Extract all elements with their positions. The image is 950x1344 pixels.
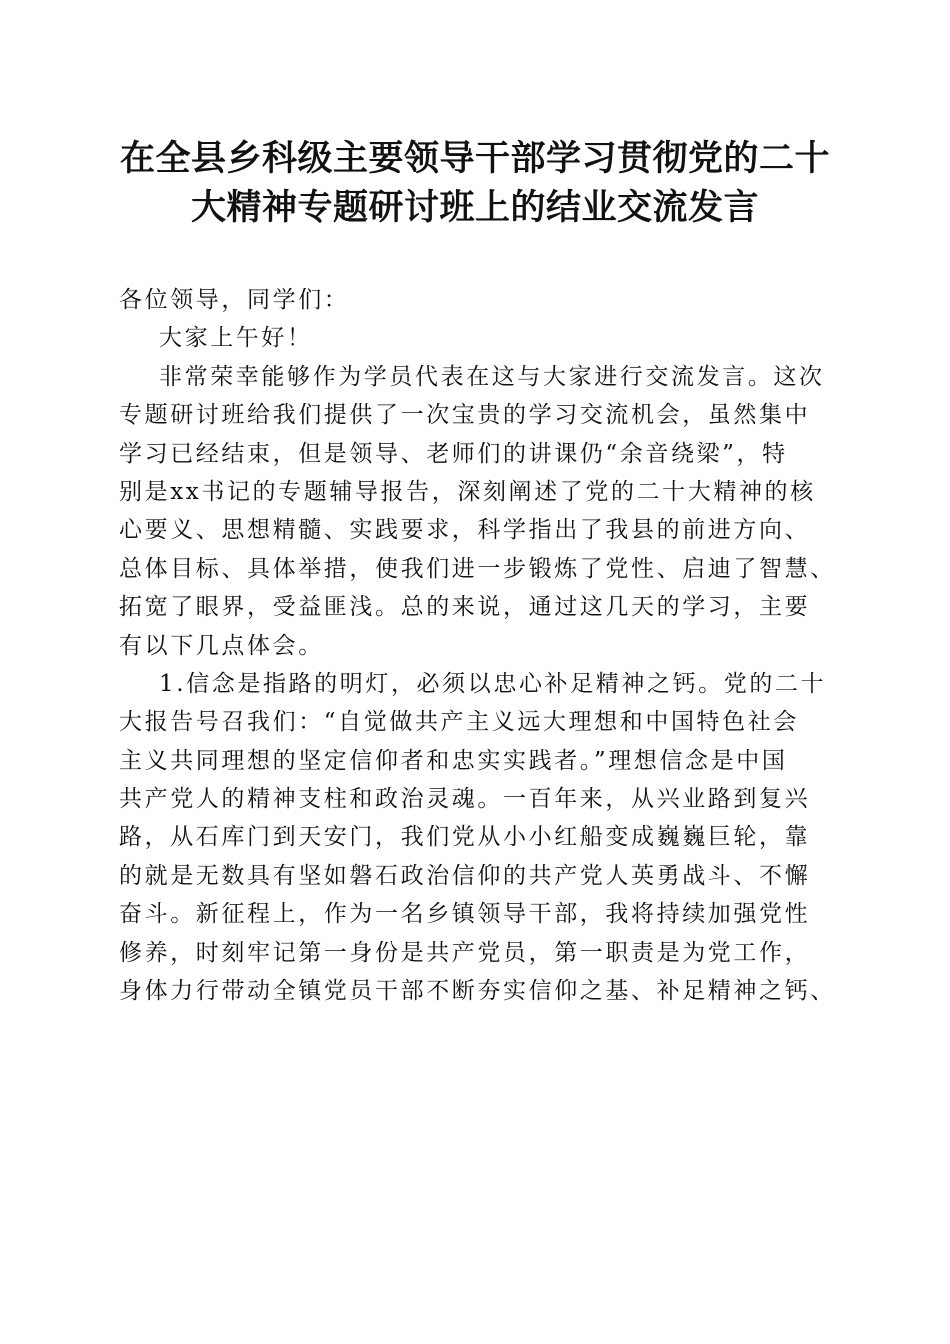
paragraph-line: 主义共同理想的坚定信仰者和忠实实践者。”理想信念是中国 <box>119 747 788 774</box>
paragraph-line: 身体力行带动全镇党员干部不断夯实信仰之基、补足精神之钙、 <box>119 978 836 1005</box>
paragraph-line: 共产党人的精神支柱和政治灵魂。一百年来，从兴业路到复兴 <box>119 786 811 813</box>
paragraph-line: 大报告号召我们：“自觉做共产主义远大理想和中国特色社会 <box>119 709 799 736</box>
paragraph-line: 专题研讨班给我们提供了一次宝贵的学习交流机会，虽然集中 <box>119 402 811 429</box>
paragraph-line: 别是xx书记的专题辅导报告，深刻阐述了党的二十大精神的核 <box>119 478 816 505</box>
document-title <box>100 134 850 232</box>
paragraph-line: 非常荣幸能够作为学员代表在这与大家进行交流发言。这次 <box>159 363 825 390</box>
paragraph-line: 学习已经结束，但是领导、老师们的讲课仍“余音绕梁”，特 <box>119 440 788 467</box>
title-line-2: 大精神专题研讨班上的结业交流发言 <box>190 187 759 228</box>
section-heading-line: 1.信念是指路的明灯，必须以忠心补足精神之钙。党的二十 <box>159 670 827 697</box>
paragraph-line: 修养，时刻牢记第一身份是共产党员，第一职责是为党工作， <box>119 939 811 966</box>
greeting: 大家上午好！ <box>159 325 313 352</box>
paragraph-line: 心要义、思想精髓、实践要求，科学指出了我县的前进方向、 <box>119 517 811 544</box>
paragraph-line: 的就是无数具有坚如磐石政治信仰的共产党人英勇战斗、不懈 <box>119 862 811 889</box>
paragraph-line: 有以下几点体会。 <box>119 632 324 659</box>
salutation: 各位领导，同学们： <box>119 287 350 313</box>
paragraph-line: 总体目标、具体举措，使我们进一步锻炼了党性、启迪了智慧、 <box>119 555 836 582</box>
title-line-1: 在全县乡科级主要领导干部学习贯彻党的二十 <box>119 138 830 179</box>
paragraph-line: 奋斗。新征程上，作为一名乡镇领导干部，我将持续加强党性 <box>119 901 811 928</box>
paragraph-line: 拓宽了眼界，受益匪浅。总的来说，通过这几天的学习，主要 <box>119 594 811 621</box>
document-body <box>119 281 839 1010</box>
paragraph-line: 路，从石库门到天安门，我们党从小小红船变成巍巍巨轮，靠 <box>119 824 811 851</box>
